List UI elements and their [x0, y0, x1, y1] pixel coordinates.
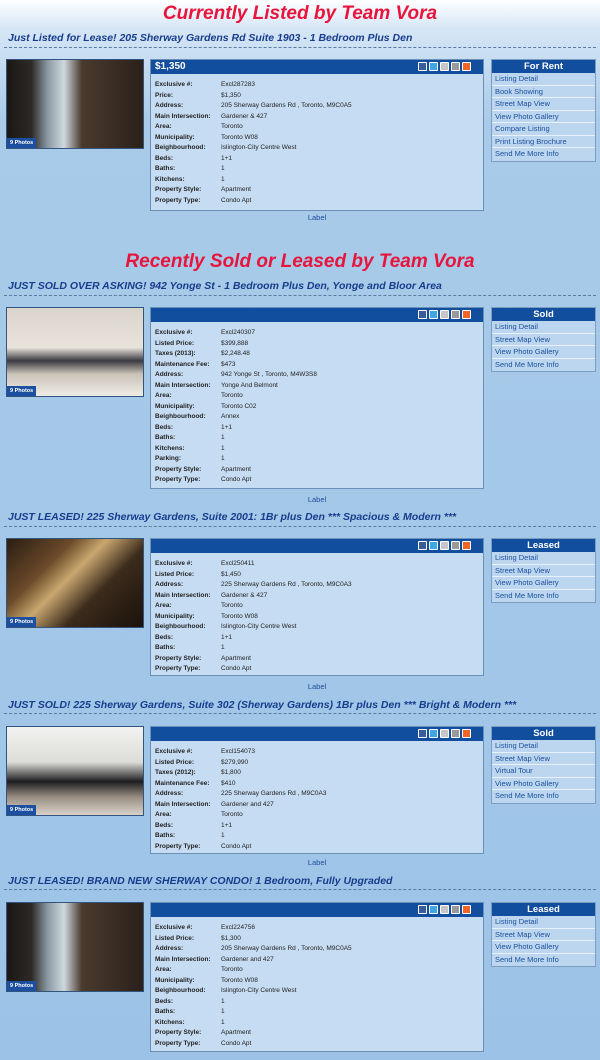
detail-key: Baths: [155, 434, 176, 441]
detail-row [155, 91, 483, 102]
sold-listings-heading: Recently Sold or Leased by Team Vora [125, 251, 475, 272]
detail-key: Address: [155, 945, 184, 952]
detail-key: Exclusive #: [155, 329, 193, 336]
detail-key: Kitchens: [155, 175, 185, 183]
listing-status-header: Leased [492, 539, 595, 552]
action-link-compare-listing[interactable]: Compare Listing [492, 123, 595, 136]
listing-title[interactable]: JUST LEASED! BRAND NEW SHERWAY CONDO! 1 Bedroom, Fully Upgraded [8, 875, 393, 887]
detail-row [155, 800, 483, 811]
detail-key: Municipality: [155, 976, 195, 984]
detail-value: $399,888 [221, 339, 249, 347]
detail-value: Toronto W08 [221, 612, 258, 620]
detail-key: Main Intersection: [155, 591, 211, 599]
detail-row [155, 360, 483, 371]
detail-key: Property Type: [155, 665, 201, 672]
detail-row [155, 328, 483, 339]
price-bar [151, 727, 483, 741]
detail-value: Excl287283 [221, 81, 255, 88]
detail-row [155, 789, 483, 800]
listing-status-header: Sold [492, 308, 595, 321]
detail-key: Main Intersection: [155, 800, 211, 808]
detail-value: Apartment [221, 465, 251, 473]
detail-row [155, 612, 483, 623]
detail-value: 1 [221, 832, 225, 839]
share-toolbar [418, 541, 471, 550]
facebook-icon[interactable] [418, 62, 427, 71]
label-link[interactable]: Label [307, 213, 327, 222]
detail-value: Toronto [221, 392, 243, 399]
action-link-street-map-view[interactable]: Street Map View [492, 98, 595, 111]
photo-count-badge: 9 Photos [7, 617, 36, 627]
detail-key: Taxes (2013): [155, 350, 196, 357]
detail-key: Main Intersection: [155, 112, 211, 120]
detail-row [155, 475, 483, 486]
detail-row [155, 370, 483, 381]
detail-key: Beighbourhood: [155, 987, 206, 994]
detail-value: Toronto [221, 602, 243, 609]
action-link-listing-detail[interactable]: Listing Detail [492, 321, 595, 334]
detail-row [155, 465, 483, 476]
action-link-print-listing-brochure[interactable]: Print Listing Brochure [492, 136, 595, 149]
email-icon[interactable] [440, 310, 449, 319]
detail-row [155, 643, 483, 654]
action-link-view-photo-gallery[interactable]: View Photo Gallery [492, 778, 595, 791]
current-listings-heading: Currently Listed by Team Vora [162, 3, 438, 24]
details-table [151, 74, 483, 208]
action-link-view-photo-gallery[interactable]: View Photo Gallery [492, 346, 595, 359]
detail-value: Gardener and 427 [221, 955, 274, 963]
detail-key: Area: [155, 392, 172, 399]
detail-key: Maintenance Fee: [155, 779, 210, 787]
detail-value: Yonge And Belmont [221, 381, 278, 389]
detail-row [155, 433, 483, 444]
detail-key: Beighbourhood: [155, 623, 206, 630]
detail-row [155, 185, 483, 196]
twitter-icon[interactable] [429, 541, 438, 550]
price-bar [151, 60, 483, 74]
photo-count-badge: 9 Photos [7, 386, 36, 396]
print-icon[interactable] [451, 62, 460, 71]
detail-key: Property Style: [155, 465, 202, 473]
detail-key: Taxes (2012): [155, 769, 196, 776]
label-link[interactable]: Label [307, 682, 327, 691]
detail-value: 1+1 [221, 154, 233, 162]
detail-row [155, 758, 483, 769]
detail-value: 1 [221, 455, 225, 462]
detail-row [155, 154, 483, 165]
detail-key: Price: [155, 91, 174, 99]
detail-value: $1,300 [221, 934, 241, 942]
share-toolbar [418, 310, 471, 319]
detail-key: Exclusive #: [155, 81, 193, 88]
detail-row [155, 196, 483, 207]
detail-key: Listed Price: [155, 758, 195, 766]
label-link[interactable]: Label [307, 495, 327, 504]
detail-value: Gardener & 427 [221, 112, 268, 120]
detail-key: Exclusive #: [155, 748, 193, 755]
listing-details-card [150, 59, 484, 211]
details-table [151, 553, 483, 677]
plus-share-icon[interactable] [462, 62, 471, 71]
share-toolbar [418, 905, 471, 914]
detail-row [155, 831, 483, 842]
detail-key: Main Intersection: [155, 955, 211, 963]
detail-value: Gardener & 427 [221, 591, 268, 599]
detail-value: 1 [221, 165, 225, 172]
detail-key: Area: [155, 966, 172, 973]
detail-key: Property Type: [155, 476, 201, 483]
detail-value: 1 [221, 175, 225, 183]
detail-value: Islington-City Centre West [221, 623, 297, 630]
action-link-view-photo-gallery[interactable]: View Photo Gallery [492, 111, 595, 124]
twitter-icon[interactable] [429, 905, 438, 914]
detail-key: Kitchens: [155, 1018, 185, 1026]
print-icon[interactable] [451, 729, 460, 738]
detail-key: Listed Price: [155, 934, 195, 942]
detail-row [155, 768, 483, 779]
detail-row [155, 164, 483, 175]
twitter-icon[interactable] [429, 62, 438, 71]
detail-value: Toronto W08 [221, 976, 258, 984]
detail-key: Baths: [155, 1008, 176, 1015]
label-link[interactable]: Label [307, 858, 327, 867]
detail-key: Municipality: [155, 612, 195, 620]
facebook-icon[interactable] [418, 541, 427, 550]
print-icon[interactable] [451, 905, 460, 914]
detail-row [155, 997, 483, 1008]
listing-title[interactable]: JUST SOLD OVER ASKING! 942 Yonge St - 1 Bedroom Plus Den, Yonge and Bloor Area [8, 280, 442, 292]
listing-actions-menu [491, 538, 596, 603]
facebook-icon[interactable] [418, 729, 427, 738]
detail-key: Exclusive #: [155, 924, 193, 931]
details-table [151, 322, 483, 488]
listing-actions-menu [491, 726, 596, 804]
detail-value: $2,248.48 [221, 350, 250, 357]
email-icon[interactable] [440, 541, 449, 550]
detail-value: 205 Sherway Gardens Rd , Toronto, M9C0A5 [221, 102, 352, 109]
facebook-icon[interactable] [418, 905, 427, 914]
listing-status-header: Sold [492, 727, 595, 740]
detail-key: Property Type: [155, 1039, 201, 1047]
detail-row [155, 842, 483, 853]
detail-value: 942 Yonge St , Toronto, M4W3S8 [221, 371, 318, 378]
share-toolbar [418, 62, 471, 71]
detail-key: Baths: [155, 832, 176, 839]
action-link-send-me-more-info[interactable]: Send Me More Info [495, 590, 559, 600]
detail-row [155, 402, 483, 413]
detail-value: 205 Sherway Gardens Rd , Toronto, M9C0A5 [221, 945, 352, 952]
detail-value: Toronto W08 [221, 133, 258, 141]
action-link-view-photo-gallery[interactable]: View Photo Gallery [492, 941, 595, 954]
listing-photo[interactable] [6, 538, 144, 628]
price-bar-text: $1,350 [155, 61, 186, 72]
detail-key: Beds: [155, 154, 174, 162]
detail-value: Condo Apt [221, 665, 252, 672]
detail-key: Address: [155, 790, 184, 797]
divider [4, 889, 596, 890]
detail-key: Area: [155, 811, 172, 818]
divider [4, 47, 596, 48]
action-link-listing-detail[interactable]: Listing Detail [492, 916, 595, 929]
detail-value: Annex [221, 413, 240, 420]
detail-key: Property Style: [155, 654, 202, 662]
detail-row [155, 101, 483, 112]
listing-title[interactable]: JUST LEASED! 225 Sherway Gardens, Suite 2001: 1Br plus Den *** Spacious & Modern *** [8, 511, 457, 523]
detail-row [155, 976, 483, 987]
detail-key: Beds: [155, 997, 174, 1005]
detail-row [155, 1039, 483, 1050]
detail-key: Baths: [155, 165, 176, 172]
listing-photo[interactable] [6, 902, 144, 992]
listing-status-header: Leased [492, 903, 595, 916]
detail-value: Islington-City Centre West [221, 987, 297, 994]
plus-share-icon[interactable] [462, 905, 471, 914]
detail-row [155, 654, 483, 665]
photo-count-badge: 9 Photos [7, 981, 36, 991]
detail-value: 225 Sherway Gardens Rd , Toronto, M9C0A3 [221, 581, 352, 588]
detail-value: $1,350 [221, 91, 241, 99]
detail-row [155, 381, 483, 392]
listing-actions-menu [491, 59, 596, 162]
detail-value: 1+1 [221, 821, 233, 829]
detail-value: 1 [221, 997, 225, 1005]
detail-row [155, 112, 483, 123]
detail-row [155, 934, 483, 945]
detail-value: 1 [221, 1018, 225, 1026]
detail-value: 1+1 [221, 633, 233, 641]
photo-count-badge: 9 Photos [7, 805, 36, 815]
detail-key: Municipality: [155, 402, 195, 410]
listing-title[interactable]: JUST SOLD! 225 Sherway Gardens, Suite 302 (Sherway Gardens) 1Br plus Den *** Bright & Modern *** [8, 699, 517, 711]
price-bar [151, 903, 483, 917]
detail-value: Gardener and 427 [221, 800, 274, 808]
detail-key: Kitchens: [155, 444, 185, 452]
detail-row [155, 591, 483, 602]
details-table [151, 917, 483, 1051]
action-link-street-map-view[interactable]: Street Map View [492, 334, 595, 347]
detail-value: $1,450 [221, 570, 241, 578]
detail-key: Beds: [155, 821, 174, 829]
plus-share-icon[interactable] [462, 729, 471, 738]
action-link-listing-detail[interactable]: Listing Detail [492, 740, 595, 753]
detail-row [155, 559, 483, 570]
action-link-send-me-more-info[interactable]: Send Me More Info [495, 149, 559, 158]
detail-value: Apartment [221, 654, 251, 662]
facebook-icon[interactable] [418, 310, 427, 319]
action-link-street-map-view[interactable]: Street Map View [492, 565, 595, 578]
print-icon[interactable] [451, 310, 460, 319]
listing-actions-menu [491, 902, 596, 967]
detail-row [155, 122, 483, 133]
email-icon[interactable] [440, 905, 449, 914]
listing-status-header: For Rent [492, 60, 595, 73]
detail-value: $410 [221, 779, 236, 787]
detail-row [155, 391, 483, 402]
detail-row [155, 412, 483, 423]
detail-row [155, 1018, 483, 1029]
action-link-send-me-more-info[interactable]: Send Me More Info [495, 359, 559, 369]
detail-key: Area: [155, 602, 172, 609]
listing-details-card [150, 538, 484, 676]
detail-row [155, 747, 483, 758]
detail-value: 1 [221, 444, 225, 452]
detail-row [155, 601, 483, 612]
divider [4, 526, 596, 527]
detail-key: Beds: [155, 423, 174, 431]
listing-details-card [150, 902, 484, 1052]
plus-share-icon[interactable] [462, 541, 471, 550]
action-link-send-me-more-info[interactable]: Send Me More Info [495, 791, 559, 800]
detail-value: Excl154073 [221, 748, 255, 755]
email-icon[interactable] [440, 729, 449, 738]
action-link-street-map-view[interactable]: Street Map View [492, 929, 595, 942]
detail-key: Beds: [155, 633, 174, 641]
detail-value: 1+1 [221, 423, 233, 431]
detail-key: Area: [155, 123, 172, 130]
detail-value: 1 [221, 644, 225, 651]
detail-value: Apartment [221, 1029, 251, 1036]
detail-row [155, 1007, 483, 1018]
detail-key: Address: [155, 371, 184, 378]
listing-details-card [150, 726, 484, 854]
action-link-view-photo-gallery[interactable]: View Photo Gallery [492, 577, 595, 590]
detail-key: Exclusive #: [155, 560, 193, 567]
detail-key: Address: [155, 102, 184, 109]
detail-row [155, 454, 483, 465]
detail-row [155, 133, 483, 144]
detail-value: 1 [221, 434, 225, 441]
detail-row [155, 80, 483, 91]
detail-key: Property Type: [155, 196, 201, 204]
detail-value: Toronto [221, 123, 243, 130]
price-bar [151, 539, 483, 553]
photo-count-badge: 9 Photos [7, 138, 36, 148]
listing-details-card [150, 307, 484, 489]
detail-value: 1 [221, 1008, 225, 1015]
detail-row [155, 810, 483, 821]
detail-row [155, 955, 483, 966]
detail-value: Toronto C02 [221, 402, 257, 410]
detail-value: Excl250411 [221, 560, 255, 567]
detail-row [155, 944, 483, 955]
plus-share-icon[interactable] [462, 310, 471, 319]
detail-row [155, 423, 483, 434]
detail-key: Property Style: [155, 186, 202, 193]
action-link-listing-detail[interactable]: Listing Detail [492, 552, 595, 565]
action-link-send-me-more-info[interactable]: Send Me More Info [495, 954, 559, 964]
detail-value: $473 [221, 360, 236, 368]
listing-title[interactable]: Just Listed for Lease! 205 Sherway Gardens Rd Suite 1903 - 1 Bedroom Plus Den [8, 32, 413, 44]
action-link-listing-detail[interactable]: Listing Detail [492, 73, 595, 86]
action-link-book-showing[interactable]: Book Showing [492, 86, 595, 99]
detail-row [155, 1028, 483, 1039]
detail-value: Apartment [221, 186, 251, 193]
listing-photo[interactable] [6, 59, 144, 149]
detail-key: Maintenance Fee: [155, 360, 210, 368]
detail-value: $1,800 [221, 769, 241, 776]
detail-row [155, 633, 483, 644]
detail-row [155, 923, 483, 934]
share-toolbar [418, 729, 471, 738]
details-table [151, 741, 483, 854]
detail-row [155, 570, 483, 581]
listing-photo[interactable] [6, 307, 144, 397]
detail-row [155, 444, 483, 455]
detail-key: Main Intersection: [155, 381, 211, 389]
detail-row [155, 779, 483, 790]
detail-value: Excl240307 [221, 329, 255, 336]
detail-value: Excl224756 [221, 924, 255, 931]
detail-row [155, 986, 483, 997]
detail-key: Beighbourhood: [155, 144, 206, 151]
detail-value: $279,990 [221, 758, 249, 766]
divider [4, 295, 596, 296]
action-link-virtual-tour[interactable]: Virtual Tour [492, 765, 595, 778]
detail-row [155, 349, 483, 360]
detail-key: Property Type: [155, 842, 201, 850]
detail-row [155, 175, 483, 186]
detail-key: Beighbourhood: [155, 413, 206, 420]
detail-value: Toronto [221, 811, 243, 818]
print-icon[interactable] [451, 541, 460, 550]
detail-row [155, 664, 483, 675]
detail-value: Toronto [221, 966, 243, 973]
detail-value: Condo Apt [221, 476, 252, 483]
twitter-icon[interactable] [429, 729, 438, 738]
detail-value: Condo Apt [221, 196, 252, 204]
detail-row [155, 965, 483, 976]
listing-photo[interactable] [6, 726, 144, 816]
detail-value: Condo Apt [221, 1039, 252, 1047]
action-link-street-map-view[interactable]: Street Map View [492, 753, 595, 766]
listing-actions-menu [491, 307, 596, 372]
detail-value: Condo Apt [221, 842, 252, 850]
detail-row [155, 622, 483, 633]
detail-key: Listed Price: [155, 570, 195, 578]
detail-key: Listed Price: [155, 339, 195, 347]
detail-key: Parking: [155, 455, 182, 462]
detail-value: 225 Sherway Gardens Rd , M9C0A3 [221, 790, 327, 797]
twitter-icon[interactable] [429, 310, 438, 319]
email-icon[interactable] [440, 62, 449, 71]
detail-row [155, 821, 483, 832]
detail-key: Municipality: [155, 133, 195, 141]
detail-row [155, 339, 483, 350]
detail-row [155, 143, 483, 154]
detail-row [155, 580, 483, 591]
divider [4, 713, 596, 714]
detail-key: Address: [155, 581, 184, 588]
detail-key: Baths: [155, 644, 176, 651]
price-bar [151, 308, 483, 322]
detail-value: Islington-City Centre West [221, 144, 297, 151]
detail-key: Property Style: [155, 1029, 202, 1036]
